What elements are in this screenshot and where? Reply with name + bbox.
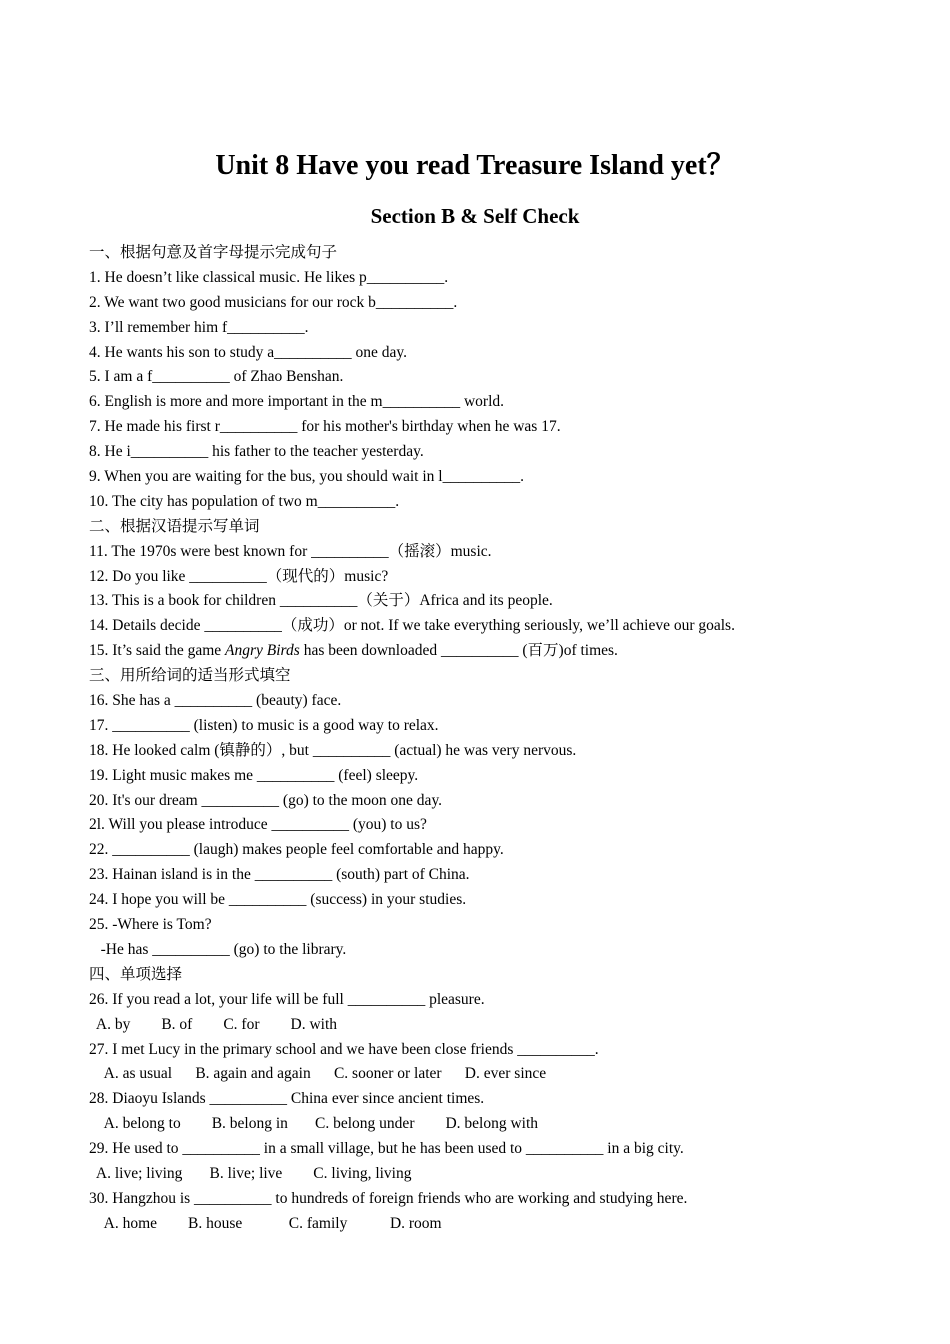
question-line: 24. I hope you will be __________ (success) in your studies. (89, 891, 467, 909)
page-subtitle: Section B & Self Check (370, 204, 580, 228)
section-heading: 二、根据汉语提示写单词 (89, 517, 260, 535)
answer-options: A. live; living B. live; live C. living, living (89, 1164, 412, 1182)
question-line: -He has __________ (go) to the library. (89, 940, 347, 958)
question-line: 22. __________ (laugh) makes people feel comfortable and happy. (89, 841, 504, 859)
question-line: 20. It's our dream __________ (go) to the moon one day. (89, 791, 443, 809)
question-line: 1. He doesn’t like classical music. He likes p__________. (89, 268, 449, 286)
question-line: 4. He wants his son to study a__________ one day. (89, 343, 408, 361)
question-line: 19. Light music makes me __________ (feel) sleepy. (89, 766, 419, 784)
question-line (89, 639, 909, 664)
question-line: 13. This is a book for children __________（关于）Africa and its people. (89, 592, 553, 610)
question-line: 28. Diaoyu Islands __________ China ever since ancient times. (89, 1090, 485, 1108)
question-line: 10. The city has population of two m__________. (89, 492, 400, 510)
question-line: 17. __________ (listen) to music is a good way to relax. (89, 716, 439, 734)
section-heading: 一、根据句意及首字母提示完成句子 (89, 244, 338, 261)
question-line: 14. Details decide __________（成功）or not. If we take everything seriously, we’ll achieve our goals. (89, 617, 735, 635)
question-line: 11. The 1970s were best known for __________（摇滚）music. (89, 542, 492, 560)
question-text: 15. It’s said the game (89, 642, 226, 660)
question-line: 27. I met Lucy in the primary school and we have been close friends __________. (89, 1040, 599, 1058)
section-heading: 三、用所给词的适当形式填空 (89, 667, 291, 685)
answer-options: A. as usual B. again and again C. sooner or later D. ever since (89, 1065, 547, 1083)
question-line: 2l. Will you please introduce __________ (you) to us? (89, 816, 427, 834)
question-line: 6. English is more and more important in the m__________ world. (89, 393, 505, 411)
question-line: 3. I’ll remember him f__________. (89, 318, 309, 336)
question-line: 12. Do you like __________（现代的）music? (89, 567, 389, 585)
question-line: 23. Hainan island is in the __________ (south) part of China. (89, 866, 470, 884)
question-line: 29. He used to __________ in a small village, but he has been used to __________ in a big city. (89, 1140, 684, 1158)
answer-options: A. home B. house C. family D. room (89, 1214, 442, 1232)
question-line: 2. We want two good musicians for our rock b__________. (89, 293, 458, 311)
question-line: 30. Hangzhou is __________ to hundreds of foreign friends who are working and studying here. (89, 1189, 688, 1207)
question-line: 25. -Where is Tom? (89, 916, 212, 934)
question-line: 7. He made his first r__________ for his mother's birthday when he was 17. (89, 418, 561, 436)
question-line: 26. If you read a lot, your life will be full __________ pleasure. (89, 990, 485, 1008)
exercise-content (89, 241, 909, 1237)
answer-options: A. by B. of C. for D. with (89, 1015, 337, 1033)
question-text: has been downloaded __________ (百万)of times. (299, 642, 618, 660)
question-line: 5. I am a f__________ of Zhao Benshan. (89, 368, 344, 386)
question-line: 18. He looked calm (镇静的）, but __________ (actual) he was very nervous. (89, 741, 577, 759)
question-line: 16. She has a __________ (beauty) face. (89, 692, 342, 710)
game-title: Angry Birds (225, 642, 300, 660)
page-title: Unit 8 Have you read Treasure Island yet？ (215, 150, 735, 181)
section-heading: 四、单项选择 (89, 965, 183, 983)
question-line: 9. When you are waiting for the bus, you should wait in l__________. (89, 468, 524, 486)
question-line: 8. He i__________ his father to the teacher yesterday. (89, 443, 424, 461)
answer-options: A. belong to B. belong in C. belong under D. belong with (89, 1115, 539, 1133)
